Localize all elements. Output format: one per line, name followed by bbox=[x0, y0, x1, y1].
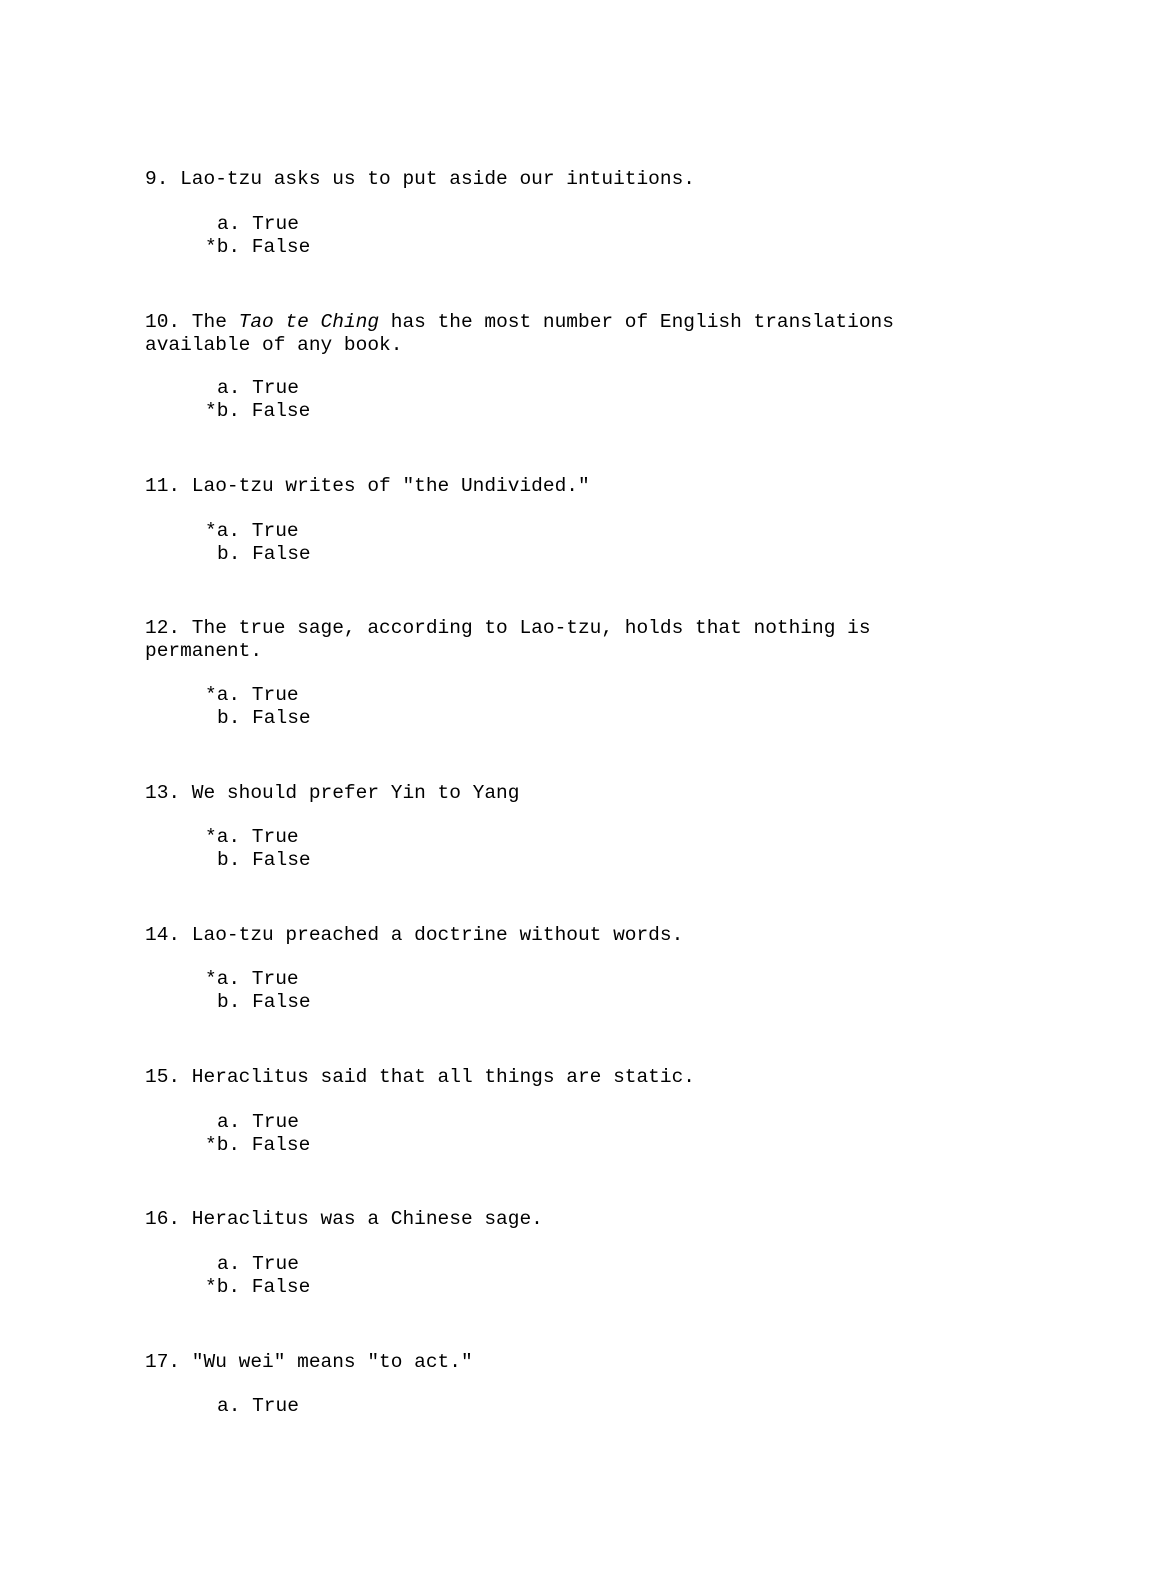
question-13-option-a: *a. True bbox=[205, 826, 299, 848]
question-16-option-b: *b. False bbox=[205, 1276, 311, 1298]
question-12-option-a: *a. True bbox=[205, 684, 299, 706]
question-11: 11. Lao-tzu writes of "the Undivided." bbox=[145, 475, 590, 497]
question-16-option-a: a. True bbox=[217, 1253, 299, 1275]
question-12-option-b: b. False bbox=[217, 707, 311, 729]
question-17-option-a: a. True bbox=[217, 1395, 299, 1417]
question-14: 14. Lao-tzu preached a doctrine without words. bbox=[145, 924, 684, 946]
question-15-option-a: a. True bbox=[217, 1111, 299, 1133]
question-14-option-a: *a. True bbox=[205, 968, 299, 990]
question-16: 16. Heraclitus was a Chinese sage. bbox=[145, 1208, 543, 1230]
question-13-option-b: b. False bbox=[217, 849, 311, 871]
question-10 bbox=[145, 311, 915, 357]
question-10-option-a: a. True bbox=[217, 377, 299, 399]
question-12: 12. The true sage, according to Lao-tzu, holds that nothing is permanent. bbox=[145, 617, 883, 662]
question-14-option-b: b. False bbox=[217, 991, 311, 1013]
question-9-option-b: *b. False bbox=[205, 236, 311, 258]
question-13: 13. We should prefer Yin to Yang bbox=[145, 782, 520, 804]
question-9-option-a: a. True bbox=[217, 213, 299, 235]
question-10-text-after: has the most number of English translations available of any book. bbox=[145, 311, 906, 356]
question-11-option-a: *a. True bbox=[205, 520, 299, 542]
question-9: 9. Lao-tzu asks us to put aside our intuitions. bbox=[145, 168, 695, 190]
question-10-book-title: Tao te Ching bbox=[238, 311, 380, 333]
question-17: 17. "Wu wei" means "to act." bbox=[145, 1351, 473, 1373]
question-15-option-b: *b. False bbox=[205, 1134, 311, 1156]
question-15: 15. Heraclitus said that all things are static. bbox=[145, 1066, 695, 1088]
question-10-text-before: 10. The bbox=[145, 311, 239, 333]
question-11-option-b: b. False bbox=[217, 543, 311, 565]
question-10-option-b: *b. False bbox=[205, 400, 311, 422]
